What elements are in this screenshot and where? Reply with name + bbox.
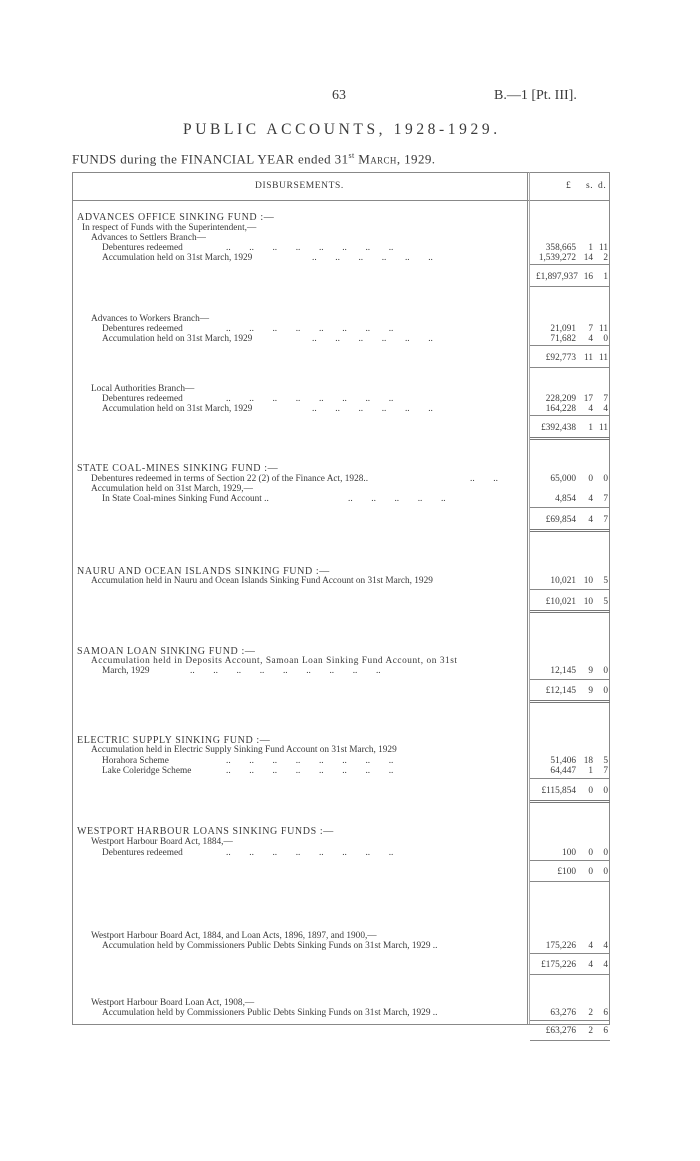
column-header-shillings: s. <box>586 181 594 191</box>
subtotal-rule <box>530 507 610 508</box>
westport-line: Accumulation held by Commissioners Public Debts Sinking Funds on 31st March, 1929 .. <box>102 1008 438 1018</box>
subtotal-rule <box>530 778 610 779</box>
electric-row-label: Horahora Scheme <box>102 756 169 766</box>
samoan-line: March, 1929 <box>102 666 150 676</box>
total-cell: £1,897,937 16 1 <box>536 272 608 282</box>
amount-cell: 4,854 4 7 <box>555 494 608 504</box>
column-header-disbursements: DISBURSEMENTS. <box>255 181 344 191</box>
total-rule <box>530 974 610 975</box>
total-cell: £175,226 4 4 <box>541 960 608 970</box>
page-subtitle: FUNDS during the FINANCIAL YEAR ended 31st March, 1929. <box>72 151 436 167</box>
page-number: 63 <box>332 88 346 103</box>
total-cell: £100 0 0 <box>557 867 608 877</box>
subtotal-rule <box>530 415 610 416</box>
total-cell: £92,773 11 11 <box>545 353 608 363</box>
total-cell: £392,438 1 11 <box>541 423 608 433</box>
section-heading-samoan: SAMOAN LOAN SINKING FUND :— <box>77 646 256 657</box>
coal-line: Accumulation held on 31st March, 1929,— <box>91 484 253 494</box>
total-cell: £63,276 2 6 <box>545 1026 608 1036</box>
total-cell: £69,854 4 7 <box>545 515 608 525</box>
amount-cell: 358,665 1 11 <box>545 243 608 253</box>
total-rule <box>530 610 610 613</box>
column-divider <box>527 172 528 1024</box>
amount-cell: 10,021 10 5 <box>550 576 608 586</box>
total-rule <box>530 1040 610 1041</box>
coal-line: Debentures redeemed in terms of Section 22 (2) of the Finance Act, 1928.. <box>91 474 369 484</box>
total-rule <box>530 800 610 803</box>
total-cell: £12,145 9 0 <box>545 686 608 696</box>
amount-cell: 164,228 4 4 <box>545 404 608 414</box>
amount-cell: 175,226 4 4 <box>545 941 608 951</box>
workers-row-label: Accumulation held on 31st March, 1929 <box>102 334 253 344</box>
amount-cell: 71,682 4 0 <box>550 334 608 344</box>
total-rule <box>530 437 610 440</box>
westport-sub-title: Westport Harbour Board Act, 1884,— <box>91 837 233 847</box>
amount-cell: 51,406 18 5 <box>550 756 608 766</box>
amount-cell: 63,276 2 6 <box>550 1008 608 1018</box>
settlers-row-label: Accumulation held on 31st March, 1929 <box>102 253 253 263</box>
subtotal-rule <box>530 345 610 346</box>
settlers-branch-title: Advances to Settlers Branch— <box>91 233 206 243</box>
section-heading-electric: ELECTRIC SUPPLY SINKING FUND :— <box>77 735 271 746</box>
westport-row-label: Debentures redeemed <box>102 848 183 858</box>
section-heading-coal-mines: STATE COAL-MINES SINKING FUND :— <box>77 463 279 474</box>
subtotal-rule <box>530 1020 610 1021</box>
total-rule <box>530 529 610 532</box>
samoan-line: Accumulation held in Deposits Account, Samoan Loan Sinking Fund Account, on 31st <box>91 656 458 666</box>
total-cell: £115,854 0 0 <box>541 786 608 796</box>
amount-cell: 64,447 1 7 <box>550 766 608 776</box>
workers-branch-title: Advances to Workers Branch— <box>91 314 210 324</box>
total-rule <box>530 367 610 368</box>
total-rule <box>530 881 610 882</box>
subtotal-rule <box>530 264 610 265</box>
nauru-line: Accumulation held in Nauru and Ocean Islands Sinking Fund Account on 31st March, 1929 <box>91 576 433 586</box>
subtotal-rule <box>530 589 610 590</box>
page-title: PUBLIC ACCOUNTS, 1928-1929. <box>183 121 501 138</box>
local-row-label: Accumulation held on 31st March, 1929 <box>102 404 253 414</box>
local-branch-title: Local Authorities Branch— <box>91 384 195 394</box>
local-row-label: Debentures redeemed <box>102 394 183 404</box>
electric-row-label: Lake Coleridge Scheme <box>102 766 192 776</box>
column-header-pence: d. <box>598 181 607 191</box>
subtotal-rule <box>530 679 610 680</box>
column-divider-inner <box>529 172 530 1024</box>
settlers-row-label: Debentures redeemed <box>102 243 183 253</box>
total-cell: £10,021 10 5 <box>545 597 608 607</box>
amount-cell: 100 0 0 <box>562 848 608 858</box>
subtotal-rule <box>530 953 610 954</box>
total-rule <box>530 286 610 287</box>
westport-sub-title: Westport Harbour Board Loan Act, 1908,— <box>91 998 255 1008</box>
total-rule <box>530 700 610 703</box>
amount-cell: 65,000 0 0 <box>550 474 608 484</box>
coal-line: In State Coal-mines Sinking Fund Account .. <box>102 494 269 504</box>
section-heading-nauru: NAURU AND OCEAN ISLANDS SINKING FUND :— <box>77 566 330 577</box>
workers-row-label: Debentures redeemed <box>102 324 183 334</box>
amount-cell: 228,209 17 7 <box>545 394 608 404</box>
amount-cell: 12,145 9 0 <box>550 666 608 676</box>
westport-line: Accumulation held by Commissioners Public Debts Sinking Funds on 31st March, 1929 .. <box>102 941 438 951</box>
electric-line: Accumulation held in Electric Supply Sinking Fund Account on 31st March, 1929 <box>91 745 397 755</box>
amount-cell: 21,091 7 11 <box>550 324 608 334</box>
column-header-pounds: £ <box>566 181 572 191</box>
amount-cell: 1,539,272 14 2 <box>538 253 608 263</box>
subtotal-rule <box>530 860 610 861</box>
advances-intro: In respect of Funds with the Superintendent,— <box>82 223 257 233</box>
section-heading-westport: WESTPORT HARBOUR LOANS SINKING FUNDS :— <box>77 826 334 837</box>
westport-sub-title: Westport Harbour Board Act, 1884, and Loan Acts, 1896, 1897, and 1900,— <box>91 931 377 941</box>
document-reference: B.—1 [Pt. III]. <box>494 88 577 103</box>
section-heading-advances: ADVANCES OFFICE SINKING FUND :— <box>77 212 275 223</box>
